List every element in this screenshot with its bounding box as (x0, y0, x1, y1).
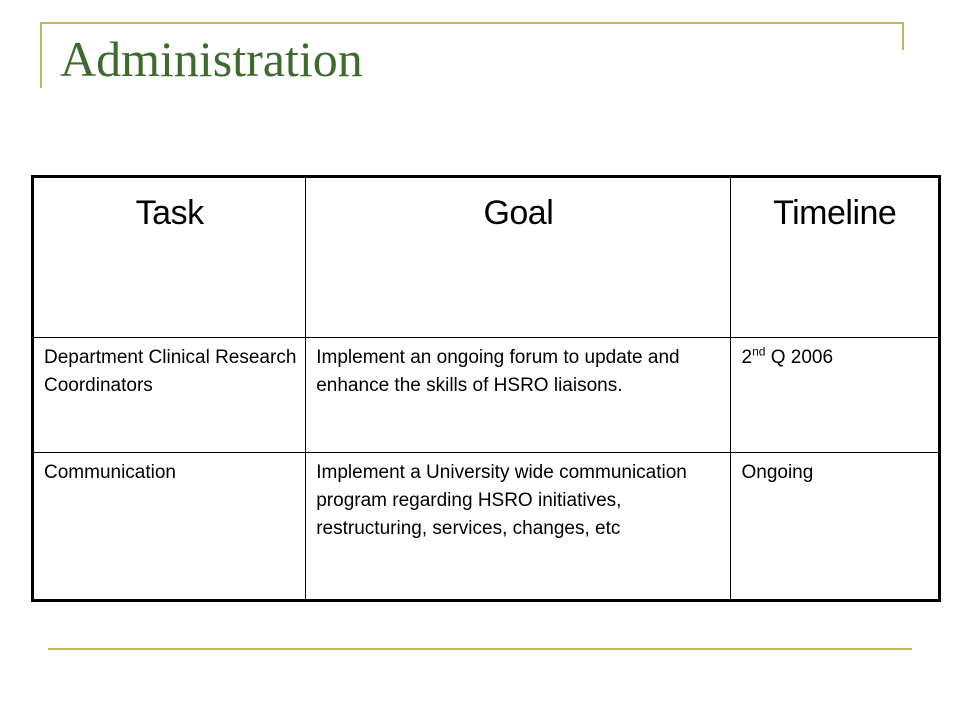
table-row (33, 453, 940, 601)
timeline-quarter-year: Q 2006 (765, 347, 834, 368)
cell-task: Communication (33, 453, 306, 601)
frame-bottom-line (48, 648, 912, 650)
administration-table (31, 175, 941, 602)
header-task: Task (33, 177, 306, 338)
frame-top-line (40, 22, 904, 24)
cell-goal: Implement an ongoing forum to update and enhance the skills of HSRO liaisons. (306, 338, 731, 453)
header-timeline: Timeline (731, 177, 940, 338)
cell-timeline (731, 338, 940, 453)
frame-left-line (40, 22, 42, 88)
cell-timeline: Ongoing (731, 453, 940, 601)
timeline-number: 2 (741, 347, 753, 368)
slide-title: Administration (60, 31, 363, 87)
cell-goal: Implement a University wide communication program regarding HSRO initiatives, restructuring, services, changes, etc (306, 453, 731, 601)
table-header-row (33, 177, 940, 338)
cell-task: Department Clinical Research Coordinators (33, 338, 306, 453)
table-row (33, 338, 940, 453)
timeline-ordinal-suffix: nd (752, 344, 766, 359)
frame-right-line (902, 22, 904, 50)
header-goal: Goal (306, 177, 731, 338)
